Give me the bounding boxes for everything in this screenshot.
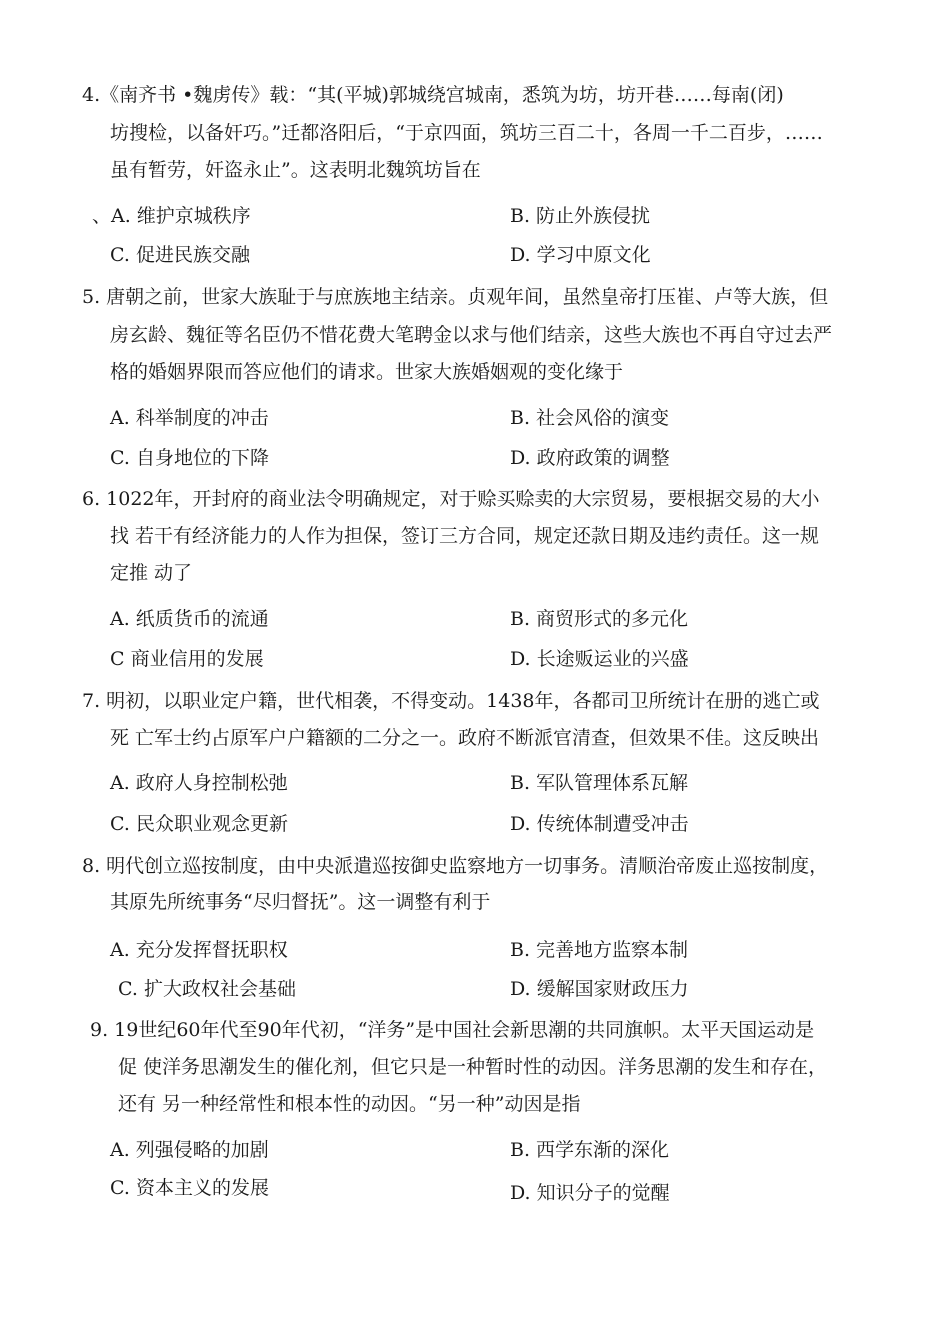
option-c[interactable]: C. 促进民族交融 [110, 244, 250, 266]
option-a[interactable]: A. 政府人身控制松弛 [110, 772, 288, 794]
option-a[interactable]: A. 纸质货币的流通 [110, 608, 269, 630]
question-text-line: 虽有暂劳，奸盗永止”。这表明北魏筑坊旨在 [110, 159, 481, 181]
question-text-line: 7. 明初，以职业定户籍，世代相袭，不得变动。1438年，各都司卫所统计在册的逃亡或 [82, 690, 820, 712]
question-text-line: 9. 19世纪60年代至90年代初，“洋务”是中国社会新思潮的共同旗帜。太平天国运动是 [90, 1019, 815, 1041]
question-text-line: 房玄龄、魏征等名臣仍不惜花费大笔聘金以求与他们结亲，这些大族也不再自守过去严 [110, 324, 833, 346]
option-c[interactable]: C. 民众职业观念更新 [110, 813, 288, 835]
option-c[interactable]: C. 扩大政权社会基础 [118, 978, 296, 1000]
option-d[interactable]: D. 政府政策的调整 [510, 447, 670, 469]
option-b[interactable]: B. 商贸形式的多元化 [510, 608, 689, 630]
question-text-line: 定推 动了 [110, 562, 193, 584]
option-d[interactable]: D. 知识分子的觉醒 [510, 1182, 670, 1204]
option-a[interactable]: A. 充分发挥督抚职权 [110, 939, 288, 961]
option-d[interactable]: D. 学习中原文化 [510, 244, 651, 266]
question-text-line: 还有 另一种经常性和根本性的动因。“另一种”动因是指 [118, 1093, 581, 1115]
option-d[interactable]: D. 缓解国家财政压力 [510, 978, 689, 1000]
option-c[interactable]: C. 自身地位的下降 [110, 447, 269, 469]
question-text-line: 坊搜检，以备奸巧。”迁都洛阳后，“于京四面，筑坊三百二十，各周一千二百步，…… [110, 122, 823, 144]
question-text-line: 其原先所统事务“尽归督抚”。这一调整有利于 [110, 891, 491, 913]
option-c[interactable]: C 商业信用的发展 [110, 648, 264, 670]
question-text-line: 6. 1022年，开封府的商业法令明确规定，对于赊买赊卖的大宗贸易，要根据交易的大小 [82, 488, 820, 510]
question-text-line: 4.《南齐书 •魏虏传》载：“其(平城)郭城绕宫城南，悉筑为坊，坊开巷……每南(闭) [82, 84, 784, 106]
question-text-line: 5. 唐朝之前，世家大族耻于与庶族地主结亲。贞观年间，虽然皇帝打压崔、卢等大族，但 [82, 286, 829, 308]
question-text-line: 找 若干有经济能力的人作为担保，签订三方合同，规定还款日期及违约责任。这一规 [110, 525, 820, 547]
option-a[interactable]: A. 列强侵略的加剧 [110, 1139, 269, 1161]
option-d[interactable]: D. 长途贩运业的兴盛 [510, 648, 689, 670]
option-b[interactable]: B. 西学东渐的深化 [510, 1139, 670, 1161]
option-b[interactable]: B. 军队管理体系瓦解 [510, 772, 689, 794]
option-d[interactable]: D. 传统体制遭受冲击 [510, 813, 689, 835]
question-text-line: 8. 明代创立巡按制度，由中央派遣巡按御史监察地方一切事务。清顺治帝废止巡按制度， [82, 855, 829, 877]
option-b[interactable]: B. 防止外族侵扰 [510, 205, 651, 227]
question-text-line: 促 使洋务思潮发生的催化剂，但它只是一种暂时性的动因。洋务思潮的发生和存在， [118, 1056, 828, 1078]
option-a[interactable]: 、A. 维护京城秩序 [92, 205, 251, 227]
option-a[interactable]: A. 科举制度的冲击 [110, 407, 269, 429]
option-c[interactable]: C. 资本主义的发展 [110, 1177, 269, 1199]
option-b[interactable]: B. 社会风俗的演变 [510, 407, 670, 429]
option-b[interactable]: B. 完善地方监察本制 [510, 939, 689, 961]
question-text-line: 死 亡军士约占原军户户籍额的二分之一。政府不断派官清查，但效果不佳。这反映出 [110, 727, 820, 749]
question-text-line: 格的婚姻界限而答应他们的请求。世家大族婚姻观的变化缘于 [110, 361, 624, 383]
